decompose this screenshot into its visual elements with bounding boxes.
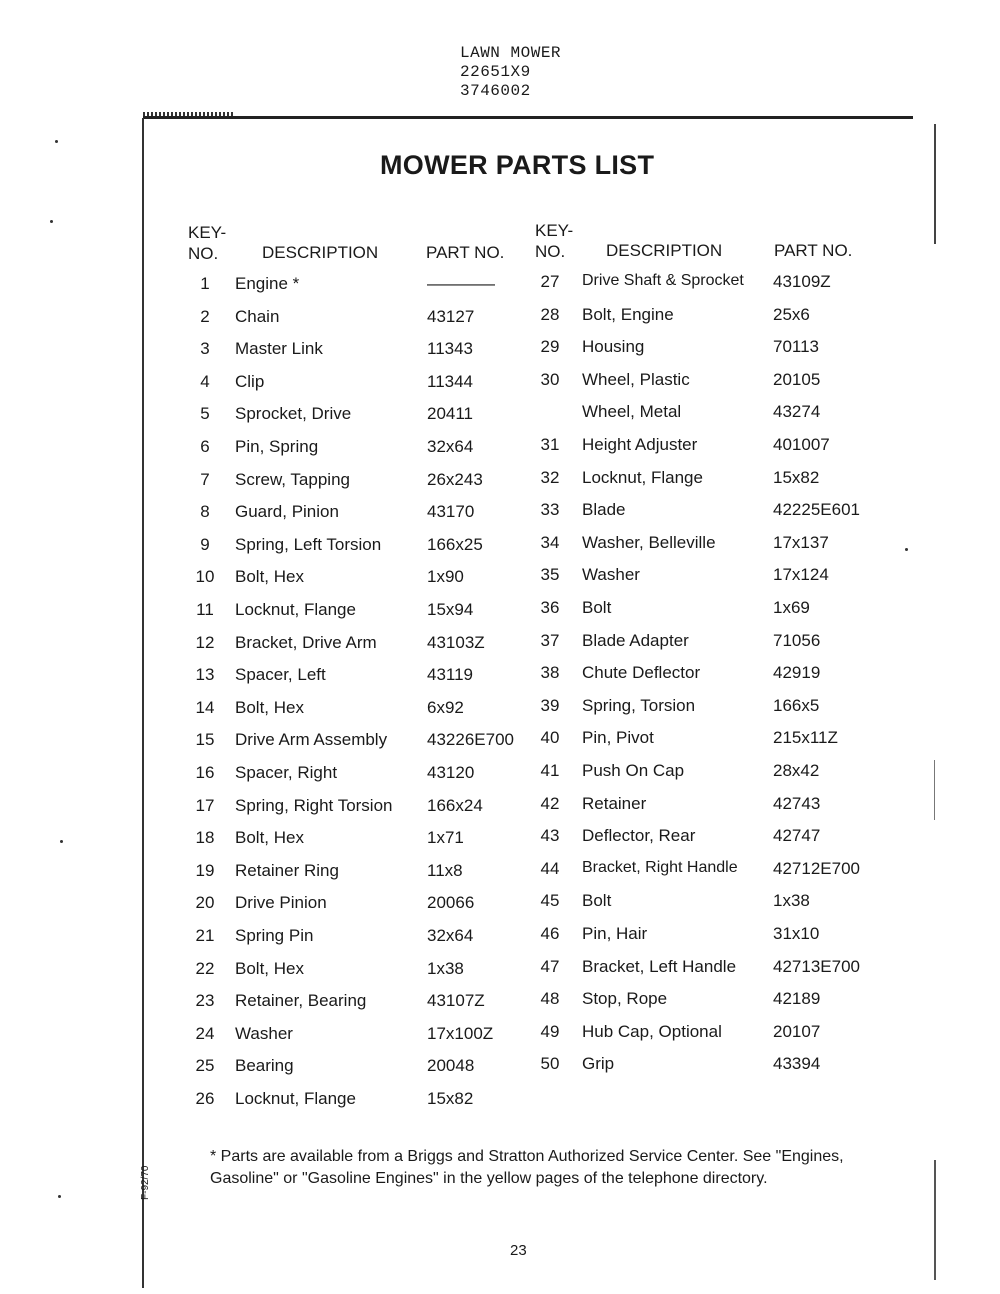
key-header-line2: NO. — [535, 242, 566, 261]
part-number: 1x38 — [427, 958, 464, 978]
part-row — [190, 991, 530, 1015]
part-description: Sprocket, Drive — [235, 404, 352, 424]
part-number: 15x82 — [427, 1089, 474, 1108]
part-description: Spacer, Right — [235, 763, 338, 782]
part-description: Push On Cap — [582, 761, 685, 780]
part-row — [535, 435, 885, 459]
part-key-number: 40 — [540, 728, 560, 748]
part-key-number: 10 — [195, 567, 215, 587]
scan-speck — [60, 840, 63, 843]
part-key-number: 49 — [540, 1021, 560, 1041]
part-number: 26x243 — [427, 469, 483, 489]
right-border-mark — [934, 1160, 936, 1280]
part-description: Wheel, Metal — [582, 402, 682, 422]
part-key-number: 35 — [540, 565, 560, 585]
part-number: 43120 — [427, 763, 475, 782]
part-description: Drive Shaft & Sprocket — [582, 272, 744, 289]
part-description: Blade — [582, 500, 626, 520]
scan-speck — [50, 220, 53, 223]
part-number: 20107 — [773, 1021, 821, 1041]
part-key-number: 14 — [195, 697, 215, 717]
page-number: 23 — [510, 1242, 527, 1259]
part-description: Bolt, Hex — [235, 958, 304, 978]
part-row — [535, 924, 885, 948]
part-row — [535, 598, 885, 622]
part-number: 71056 — [773, 630, 821, 650]
part-description: Chain — [235, 306, 280, 326]
part-number: 166x5 — [773, 695, 820, 715]
part-key-number: 22 — [195, 958, 215, 978]
part-row — [190, 698, 530, 722]
part-number: 20066 — [427, 893, 475, 913]
part-key-number: 20 — [195, 893, 215, 913]
part-key-number: 17 — [195, 795, 215, 815]
part-number: 43103Z — [427, 632, 485, 652]
part-row — [190, 665, 530, 689]
part-row — [535, 1054, 885, 1078]
part-key-number: 33 — [540, 500, 560, 520]
part-row — [190, 861, 530, 885]
part-row — [535, 891, 885, 915]
part-description: Bracket, Right Handle — [582, 858, 738, 876]
part-key-number: 11 — [196, 600, 214, 619]
part-description: Drive Pinion — [235, 893, 327, 913]
part-key-number: 27 — [540, 272, 560, 291]
document-header — [460, 44, 561, 101]
part-number: 70113 — [773, 337, 820, 357]
part-row — [190, 404, 530, 428]
part-description: Housing — [582, 337, 645, 357]
side-form-code: F-92/70 — [140, 1165, 151, 1200]
part-number: 43119 — [427, 665, 474, 685]
part-row — [535, 305, 885, 329]
part-number: 6x92 — [427, 697, 464, 717]
part-key-number: 44 — [540, 858, 560, 878]
part-row — [190, 535, 530, 559]
part-key-number: 12 — [195, 632, 215, 652]
page-title: MOWER PARTS LIST — [380, 150, 655, 180]
part-key-number: 48 — [540, 989, 560, 1009]
part-description: Pin, Pivot — [582, 728, 654, 748]
part-description: Bolt — [582, 598, 612, 617]
scan-speck — [58, 1195, 61, 1198]
part-number: 42189 — [773, 989, 821, 1009]
part-key-number: 18 — [195, 828, 215, 848]
part-description: Screw, Tapping — [235, 469, 350, 489]
part-row — [535, 826, 885, 850]
part-description: Spring, Left Torsion — [235, 534, 382, 554]
part-description: Pin, Spring — [235, 437, 319, 456]
part-key-number: 42 — [540, 793, 560, 813]
part-number: 42713E700 — [773, 956, 860, 976]
part-row — [535, 794, 885, 818]
part-row — [535, 370, 885, 394]
part-description: Washer — [235, 1023, 293, 1043]
right-border-mark — [934, 124, 936, 244]
part-key-number: 38 — [540, 663, 560, 683]
part-row — [535, 761, 885, 785]
part-description: Locknut, Flange — [235, 1089, 356, 1108]
document-number: 3746002 — [460, 82, 531, 100]
part-row — [190, 567, 530, 591]
part-row — [535, 1022, 885, 1046]
part-row — [190, 1024, 530, 1048]
part-key-number: 15 — [195, 730, 215, 750]
part-key-number: 30 — [540, 369, 560, 389]
part-number: 1x38 — [773, 891, 810, 911]
scan-speck — [905, 548, 908, 551]
part-key-number: 43 — [540, 826, 560, 846]
part-key-number: 3 — [200, 339, 210, 359]
part-number: ———— — [427, 274, 495, 293]
part-key-number: 24 — [195, 1023, 215, 1043]
part-row — [535, 631, 885, 655]
part-key-number: 21 — [195, 926, 215, 945]
left-description-header: DESCRIPTION — [262, 243, 379, 262]
part-description: Chute Deflector — [582, 663, 701, 683]
part-row — [535, 500, 885, 524]
part-description: Bolt, Hex — [235, 567, 304, 587]
part-description: Spring, Right Torsion — [235, 795, 393, 815]
part-description: Stop, Rope — [582, 989, 668, 1009]
part-key-number: 29 — [540, 337, 560, 357]
part-row — [535, 728, 885, 752]
part-description: Deflector, Rear — [582, 826, 696, 846]
part-description: Height Adjuster — [582, 435, 698, 454]
part-row — [535, 859, 885, 883]
part-row — [190, 502, 530, 526]
part-key-number: 26 — [195, 1089, 215, 1108]
part-row — [190, 1089, 530, 1113]
part-description: Retainer, Bearing — [235, 991, 367, 1011]
part-key-number: 34 — [540, 532, 560, 552]
part-row — [190, 959, 530, 983]
part-number: 11x8 — [427, 860, 463, 880]
part-number: 1x69 — [773, 598, 810, 617]
part-description: Clip — [235, 371, 265, 391]
right-part-no-header: PART NO. — [774, 241, 853, 260]
part-key-number: 31 — [540, 435, 560, 454]
part-number: 43109Z — [773, 272, 831, 291]
right-border-mark — [934, 760, 935, 820]
part-description: Bolt — [582, 891, 612, 911]
part-row — [190, 763, 530, 787]
part-description: Wheel, Plastic — [582, 369, 690, 389]
part-row — [190, 470, 530, 494]
part-key-number: 25 — [195, 1056, 215, 1076]
part-row — [190, 600, 530, 624]
part-key-number: 9 — [200, 534, 210, 554]
part-row — [190, 1056, 530, 1080]
part-row — [190, 307, 530, 331]
part-row — [190, 372, 530, 396]
part-description: Locknut, Flange — [235, 600, 356, 619]
part-key-number: 39 — [540, 695, 560, 715]
part-number: 11344 — [427, 371, 474, 391]
scan-speck — [55, 140, 58, 143]
part-description: Spring Pin — [235, 926, 314, 945]
part-row — [190, 437, 530, 461]
part-number: 215x11Z — [773, 728, 838, 748]
part-number: 17x124 — [773, 565, 829, 585]
part-number: 43170 — [427, 502, 475, 522]
part-description: Bolt, Engine — [582, 304, 674, 324]
part-row — [535, 696, 885, 720]
part-number: 42743 — [773, 793, 821, 813]
part-number: 43394 — [773, 1054, 821, 1074]
part-description: Locknut, Flange — [582, 467, 703, 487]
right-key-header — [535, 220, 573, 262]
part-description: Grip — [582, 1054, 615, 1074]
top-border — [143, 116, 913, 119]
part-description: Bolt, Hex — [235, 697, 304, 717]
part-description: Pin, Hair — [582, 924, 648, 943]
part-row — [190, 796, 530, 820]
left-part-no-header: PART NO. — [426, 243, 505, 262]
part-key-number: 45 — [540, 891, 560, 911]
part-number: 17x137 — [773, 532, 829, 552]
part-key-number: 2 — [200, 306, 210, 326]
part-number: 42919 — [773, 663, 821, 683]
right-description-header: DESCRIPTION — [606, 241, 723, 260]
part-row — [190, 633, 530, 657]
key-header-line1: KEY- — [188, 223, 227, 242]
part-number: 1x71 — [427, 828, 464, 848]
part-number: 15x82 — [773, 467, 820, 487]
part-number: 1x90 — [427, 567, 464, 587]
part-row — [190, 828, 530, 852]
part-row — [535, 468, 885, 492]
part-description: Retainer — [582, 793, 647, 813]
part-key-number: 19 — [195, 860, 215, 880]
part-key-number: 37 — [540, 630, 560, 650]
part-description: Master Link — [235, 339, 323, 359]
part-number: 42712E700 — [773, 858, 860, 878]
part-key-number: 1 — [200, 274, 210, 293]
part-description: Hub Cap, Optional — [582, 1021, 722, 1041]
part-key-number: 47 — [540, 956, 560, 976]
part-number: 43107Z — [427, 991, 485, 1011]
part-key-number: 7 — [200, 469, 210, 489]
part-row — [535, 272, 885, 296]
part-number: 31x10 — [773, 924, 820, 943]
part-description: Spring, Torsion — [582, 695, 696, 715]
part-key-number: 5 — [200, 404, 210, 424]
part-description: Washer, Belleville — [582, 532, 716, 552]
part-key-number: 13 — [195, 665, 215, 685]
part-key-number: 46 — [540, 924, 560, 943]
part-description: Bracket, Left Handle — [582, 956, 737, 976]
part-number: 32x64 — [427, 437, 474, 456]
part-key-number: 23 — [195, 991, 215, 1011]
part-number: 42225E601 — [773, 500, 860, 520]
part-row — [190, 893, 530, 917]
part-description: Spacer, Left — [235, 665, 326, 685]
part-description: Bearing — [235, 1056, 294, 1076]
part-number: 42747 — [773, 826, 821, 846]
part-row — [190, 926, 530, 950]
part-key-number: 50 — [540, 1054, 560, 1074]
part-description: Guard, Pinion — [235, 502, 339, 522]
part-number: 43127 — [427, 306, 475, 326]
part-description: Blade Adapter — [582, 630, 689, 650]
part-number: 11343 — [427, 339, 474, 359]
left-border — [142, 118, 144, 1288]
part-number: 43274 — [773, 402, 821, 422]
part-description: Drive Arm Assembly — [235, 730, 388, 750]
part-row — [535, 957, 885, 981]
part-row — [190, 274, 530, 298]
part-number: 15x94 — [427, 600, 474, 619]
part-description: Retainer Ring — [235, 860, 339, 880]
part-key-number: 41 — [540, 761, 560, 780]
part-number: 20105 — [773, 369, 821, 389]
part-key-number: 6 — [200, 437, 210, 456]
part-description: Engine * — [235, 274, 300, 293]
part-number: 20048 — [427, 1056, 475, 1076]
key-header-line2: NO. — [188, 244, 219, 263]
part-key-number: 28 — [540, 304, 560, 324]
part-number: 28x42 — [773, 761, 820, 780]
product-name: LAWN MOWER — [460, 44, 562, 62]
part-key-number: 4 — [200, 371, 210, 391]
part-row — [535, 565, 885, 589]
part-number: 20411 — [427, 404, 474, 424]
part-row — [190, 339, 530, 363]
part-row — [535, 663, 885, 687]
part-number: 43226E700 — [427, 730, 514, 750]
part-key-number: 32 — [540, 467, 560, 487]
footnote: * Parts are available from a Briggs and Stratton Authorized Service Center. See "Engines, Gasoline" or "Gasoline Engines" in the yellow pages of the telephone directory. — [210, 1148, 844, 1187]
part-description: Bolt, Hex — [235, 828, 304, 848]
part-row — [535, 337, 885, 361]
part-row — [535, 989, 885, 1013]
part-number: 32x64 — [427, 926, 474, 945]
part-number: 25x6 — [773, 304, 810, 324]
left-key-header — [188, 222, 226, 264]
part-number: 401007 — [773, 435, 830, 454]
part-row — [535, 533, 885, 557]
part-key-number: 8 — [200, 502, 210, 522]
part-description: Bracket, Drive Arm — [235, 632, 377, 652]
part-key-number: 16 — [195, 763, 215, 782]
part-row — [190, 730, 530, 754]
model-number: 22651X9 — [460, 63, 531, 81]
key-header-line1: KEY- — [535, 221, 574, 240]
part-number: 166x24 — [427, 795, 483, 815]
part-description: Washer — [582, 565, 640, 585]
part-number: 166x25 — [427, 534, 483, 554]
part-key-number: 36 — [540, 598, 560, 617]
part-row — [535, 402, 885, 426]
part-number: 17x100Z — [427, 1023, 494, 1043]
